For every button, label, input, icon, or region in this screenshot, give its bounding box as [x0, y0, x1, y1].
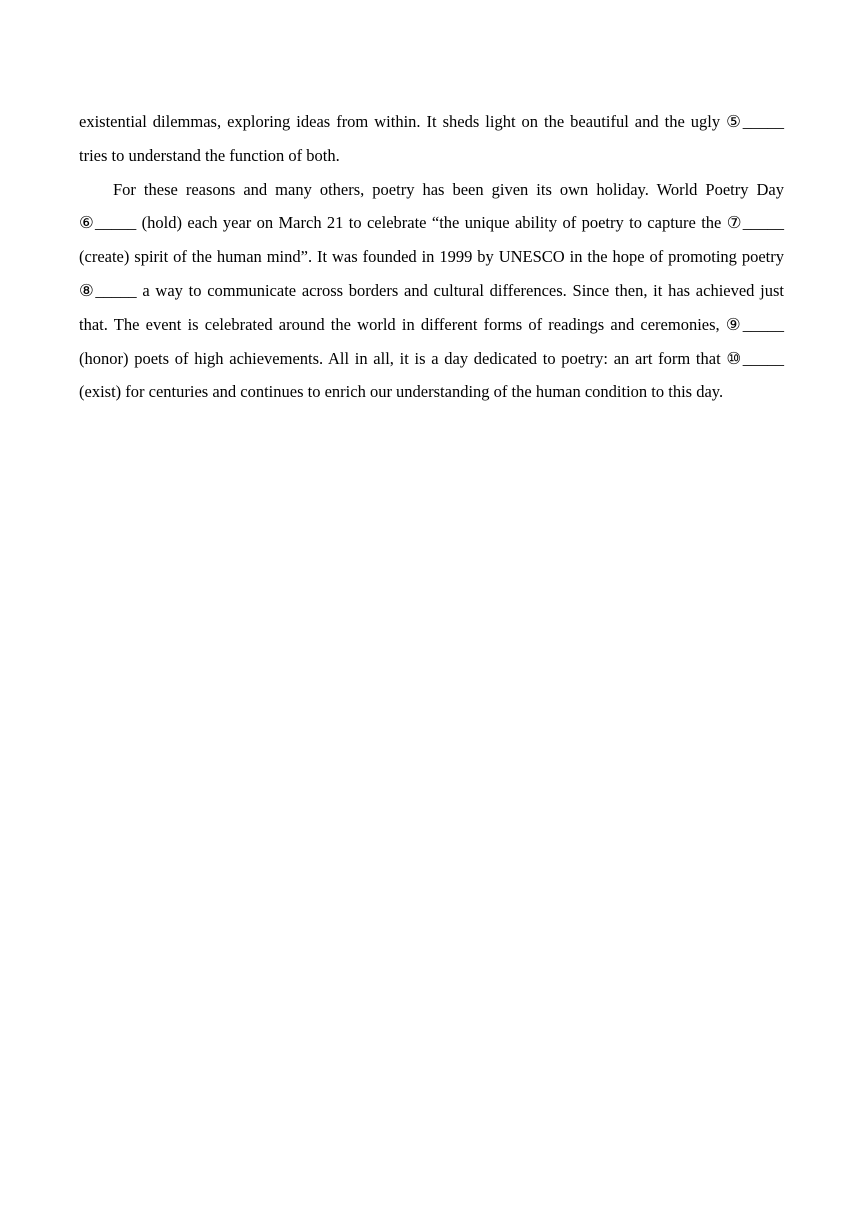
document-page	[79, 105, 784, 409]
paragraph-continuation: existential dilemmas, exploring ideas from within. It sheds light on the beautiful and the ugly ⑤_____ tries to understand the function of both.	[79, 112, 784, 165]
paragraph-world-poetry-day: For these reasons and many others, poetry has been given its own holiday. World Poetry Day ⑥_____ (hold) each year on March 21 to celebrate “the unique ability of poetry to capture the ⑦_____ (create) spirit of the human mind”. It was founded in 1999 by UNESCO in the hope of promoting poetry ⑧_____ a way to communicate across borders and cultural differences. Since then, it has achieved just that. The event is celebrated around the world in different forms of readings and ceremonies, ⑨_____ (honor) poets of high achievements. All in all, it is a day dedicated to poetry: an art form that ⑩_____ (exist) for centuries and continues to enrich our understanding of the human condition to this day.	[79, 179, 784, 402]
